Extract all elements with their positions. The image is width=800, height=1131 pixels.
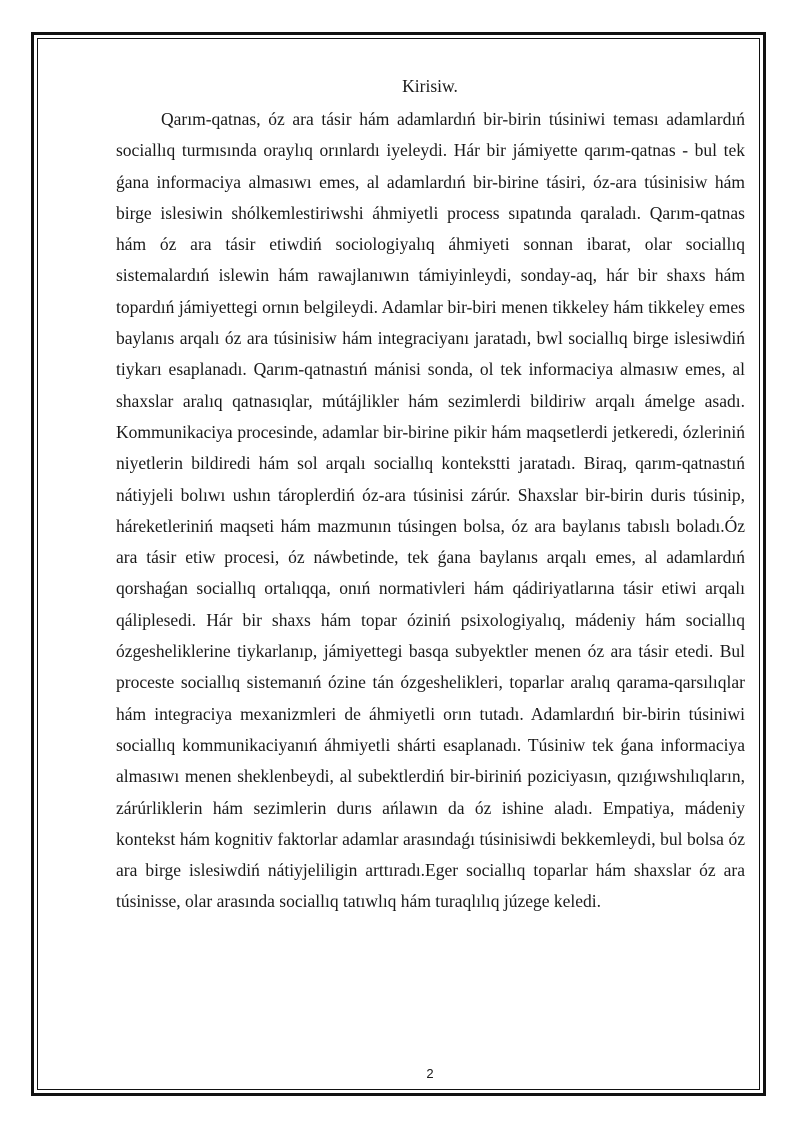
section-title: Kirisiw.: [402, 76, 458, 96]
body-paragraph: Qarım-qatnas, óz ara tásir hám adamlardıń bir-birin túsiniwi teması adamlardıń sociallıq turmısında oraylıq orınlardı iyeleydi. Hár bir jámiyette qarım-qatnas - bul tek ǵana informaciya almasıwı emes, al adamlardıń bir-birine tásiri, óz-ara túsinisiw hám birge islesiwin shólkemlestiriwshi áhmiyetli process sıpatında qaraladı. Qarım-qatnas hám óz ara tásir etiwdiń sociologiyalıq áhmiyeti sonnan ibarat, olar sociallıq sistemalardıń islewin hám rawajlanıwın támiyinleydi, sonday-aq, hár bir shaxs hám topardıń jámiyettegi ornın belgileydi. Adamlar bir-biri menen tikkeley hám tikkeley emes baylanıs arqalı óz ara túsinisiw hám integraciyanı jaratadı, bwl sociallıq birge islesiwdiń tiykarı esaplanadı. Qarım-qatnastıń mánisi sonda, ol tek informaciya almasıw emes, al shaxslar aralıq qatnasıqlar, mútájlikler hám sezimlerdi bildiriw arqalı ámelge asadı. Kommunikaciya procesinde, adamlar bir-birine pikir hám maqsetlerdi jetkeredi, ózleriniń niyetlerin bildiredi hám sol arqalı sociallıq kontekstti jaratadı. Biraq, qarım-qatnastıń nátiyjeli bolıwı ushın tároplerdiń óz-ara túsinisi zárúr. Shaxslar bir-birin duris túsinip, háreketleriniń maqseti hám mazmunın túsingen bolsa, óz ara baylanıs tabıslı boladı.Óz ara tásir etiw procesi, óz náwbetinde, tek ǵana baylanıs arqalı emes, al adamlardıń qorshaǵan sociallıq ortalıqqa, onıń normativleri hám qádiriyatlarına tásir etiwi arqalı qáliplesedi. Hár bir shaxs hám topar óziniń psixologiyalıq, mádeniy hám sociallıq ózgesheliklerine tiykarlanıp, jámiyettegi basqa subyektler menen óz ara tásir etedi. Bul proceste sociallıq sistemanıń ózine tán ózgeshelikleri, toparlar aralıq qarama-qarsılıqlar hám integraciya mexanizmleri de áhmiyetli orın tutadı. Adamlardıń bir-birin túsiniwi sociallıq kommunikaciyanıń áhmiyetli shárti esaplanadı. Túsiniw tek ǵana informaciya almasıwı menen sheklenbeydi, al subektlerdiń bir-biriniń poziciyasın, qızıǵıwshılıqların, zárúrliklerin hám sezimlerin durıs ańlawın da óz ishine aladı. Empatiya, mádeniy kontekst hám kognitiv faktorlar adamlar arasındaǵı túsinisiwdi bekkemleydi, bul bolsa óz ara birge islesiwdiń nátiyjeliligin arttıradı.Eger sociallıq toparlar hám shaxslar óz ara túsinisse, olar arasında sociallıq tatıwlıq hám turaqlılıq júzege keledi.: [116, 109, 745, 912]
page-number: 2: [426, 1066, 434, 1081]
